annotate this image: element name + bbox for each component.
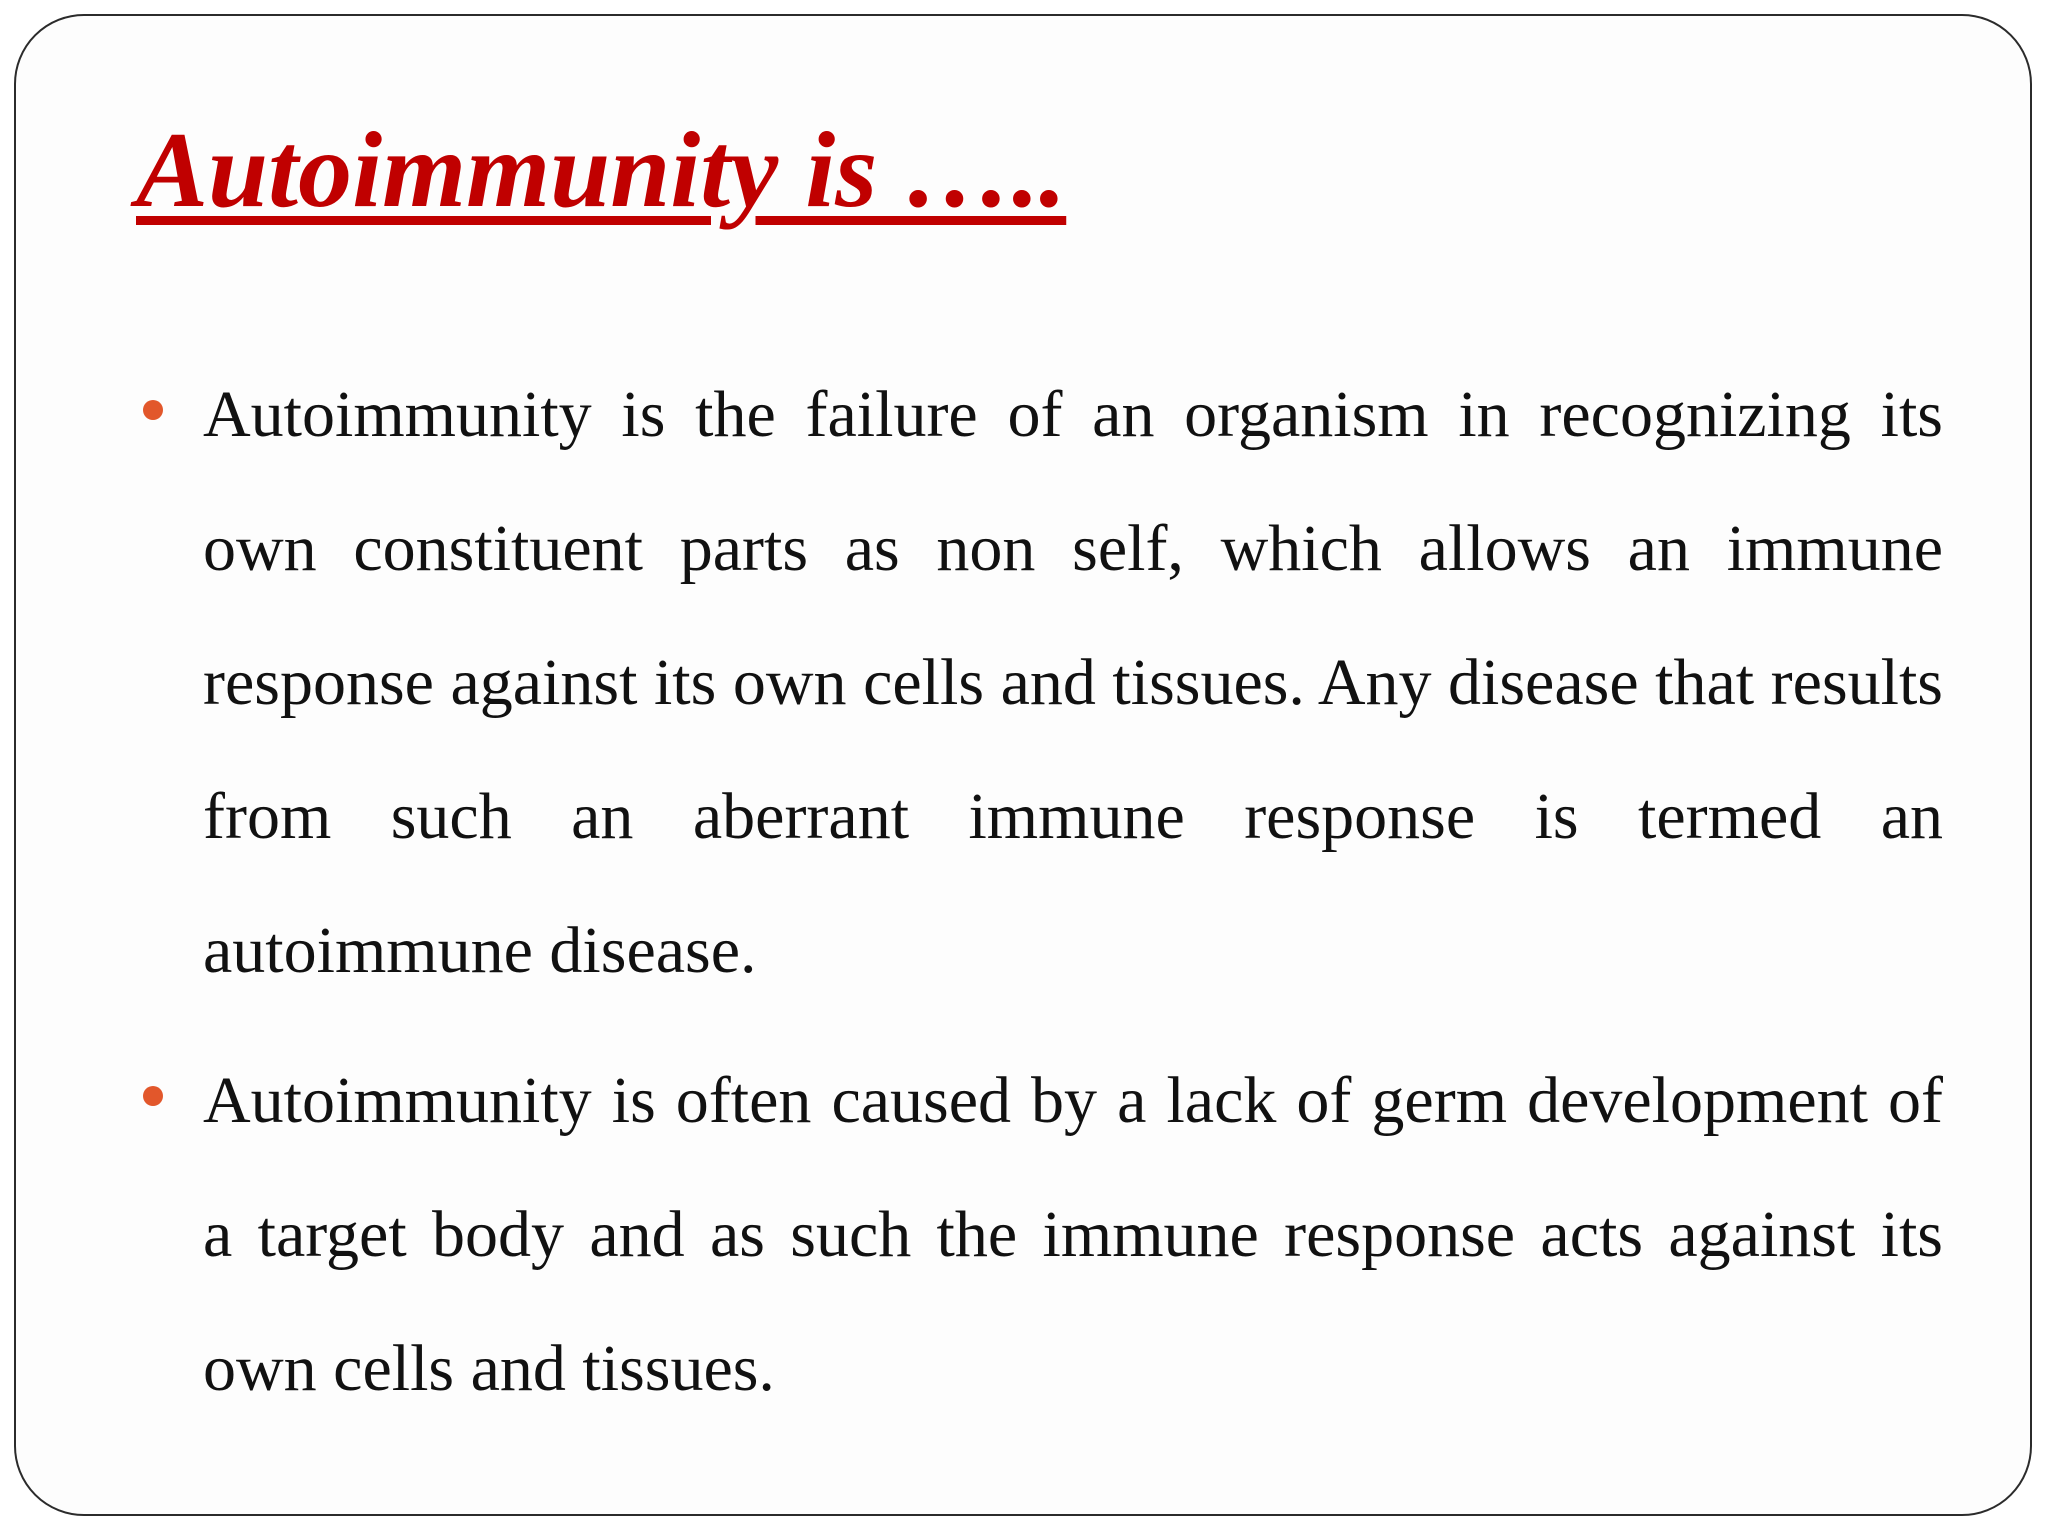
slide-title: Autoimmunity is …..: [136, 111, 1067, 230]
bullet-text: Autoimmunity is the failure of an organism in recognizing its own constituent parts as non self, which allows an immune response against its own cells and tissues. Any disease that results from such an aberrant immune response is termed an autoimmune disease.: [203, 378, 1943, 987]
bullet-list: [143, 348, 1943, 1452]
bullet-item: [143, 1034, 1943, 1436]
bullet-text: Autoimmunity is often caused by a lack of germ development of a target body and as such the immune response acts against its own cells and tissues.: [203, 1064, 1943, 1405]
bullet-dot-icon: [143, 400, 163, 420]
slide-frame: [14, 14, 2032, 1516]
bullet-item: [143, 348, 1943, 1018]
bullet-dot-icon: [143, 1086, 163, 1106]
